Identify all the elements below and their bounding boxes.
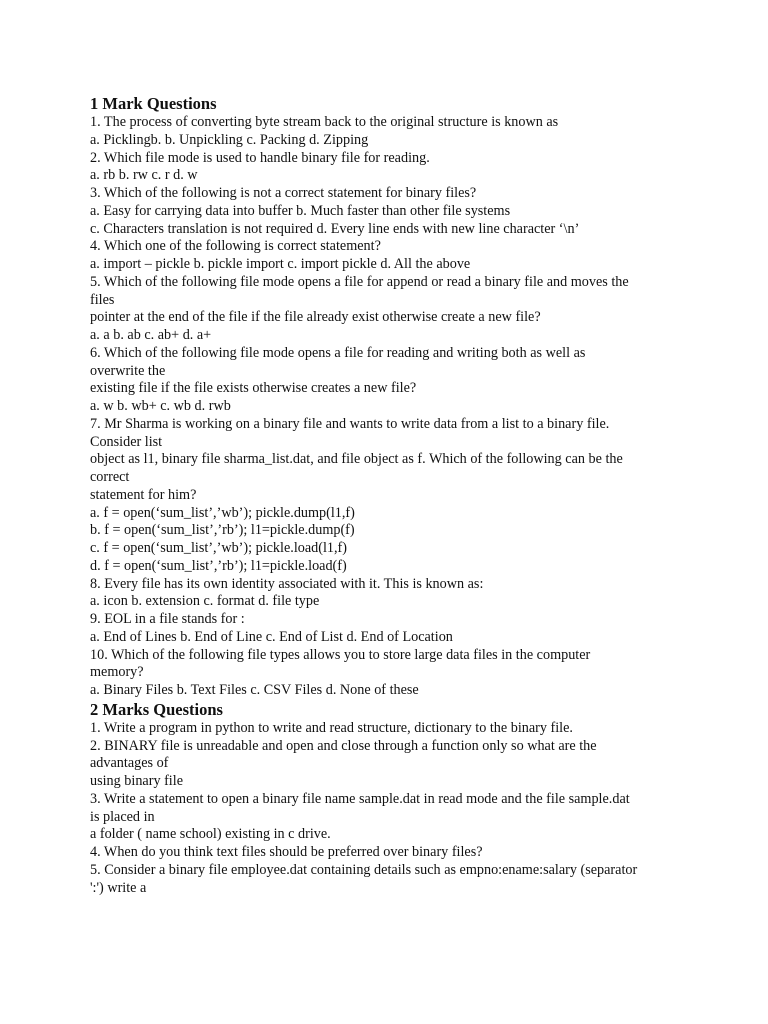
text-line: object as l1, binary file sharma_list.dat, and file object as f. Which of the following can be the <box>90 451 623 468</box>
text-line: Consider list <box>90 433 163 450</box>
text-line: 7. Mr Sharma is working on a binary file and wants to write data from a list to a binary file. <box>90 415 610 432</box>
text-line: a. import – pickle b. pickle import c. import pickle d. All the above <box>90 256 471 272</box>
text-line: 6. Which of the following file mode opens a file for reading and writing both as well as <box>90 344 586 361</box>
text-line: 3. Write a statement to open a binary file name sample.dat in read mode and the file sample.dat <box>90 790 630 807</box>
text-line: b. f = open(‘sum_list’,’rb’); l1=pickle.dump(f) <box>90 522 355 539</box>
section-heading-1-mark: 1 Mark Questions <box>90 94 217 113</box>
text-line: 5. Which of the following file mode opens a file for append or read a binary file and moves the <box>90 273 629 290</box>
text-line: a. rb b. rw c. r d. w <box>90 167 198 184</box>
text-line: 3. Which of the following is not a correct statement for binary files? <box>90 185 477 201</box>
text-line: is placed in <box>90 808 155 825</box>
text-line: advantages of <box>90 755 169 772</box>
text-line: c. f = open(‘sum_list’,’wb’); pickle.load(l1,f) <box>90 540 347 556</box>
text-line: correct <box>90 469 130 485</box>
text-line: c. Characters translation is not required d. Every line ends with new line character ‘\n’ <box>90 220 580 237</box>
text-line: using binary file <box>90 773 183 789</box>
text-line: ':') write a <box>90 879 147 896</box>
document-page <box>90 94 690 897</box>
text-line: a. Easy for carrying data into buffer b. Much faster than other file systems <box>90 202 511 219</box>
text-line: memory? <box>90 664 144 681</box>
text-line: 9. EOL in a file stands for : <box>90 611 245 627</box>
text-line: 8. Every file has its own identity associated with it. This is known as: <box>90 575 484 592</box>
text-line: a. End of Lines b. End of Line c. End of List d. End of Location <box>90 628 453 645</box>
text-line: 2. BINARY file is unreadable and open and close through a function only so what are the <box>90 737 597 754</box>
text-line: 5. Consider a binary file employee.dat containing details such as empno:ename:salary (separator <box>90 861 638 878</box>
section-heading-2-marks: 2 Marks Questions <box>90 699 223 719</box>
text-line: a folder ( name school) existing in c drive. <box>90 826 331 843</box>
text-line: a. a b. ab c. ab+ d. a+ <box>90 327 212 343</box>
text-line: statement for him? <box>90 486 197 503</box>
text-line: a. w b. wb+ c. wb d. rwb <box>90 398 231 414</box>
text-line: a. Picklingb. b. Unpickling c. Packing d. Zipping <box>90 131 369 148</box>
text-line: files <box>90 291 115 308</box>
text-line: overwrite the <box>90 362 166 379</box>
text-line: 2. Which file mode is used to handle binary file for reading. <box>90 149 430 166</box>
text-line: a. f = open(‘sum_list’,’wb’); pickle.dump(l1,f) <box>90 504 355 521</box>
text-line: pointer at the end of the file if the file already exist otherwise create a new file? <box>90 309 541 326</box>
text-line: 1. Write a program in python to write and read structure, dictionary to the binary file. <box>90 719 573 736</box>
text-line: 4. When do you think text files should be preferred over binary files? <box>90 844 483 860</box>
text-line: existing file if the file exists otherwise creates a new file? <box>90 380 417 397</box>
text-line: 10. Which of the following file types allows you to store large data files in the computer <box>90 646 591 663</box>
text-line: 4. Which one of the following is correct statement? <box>90 238 381 255</box>
text-line: a. icon b. extension c. format d. file type <box>90 593 320 610</box>
section-1-mark-questions <box>90 114 690 700</box>
text-line: 1. The process of converting byte stream back to the original structure is known as <box>90 114 559 130</box>
text-line: d. f = open(‘sum_list’,’rb’); l1=pickle.load(f) <box>90 557 347 574</box>
text-line: a. Binary Files b. Text Files c. CSV Files d. None of these <box>90 682 419 698</box>
section-2-marks-questions <box>90 720 690 898</box>
